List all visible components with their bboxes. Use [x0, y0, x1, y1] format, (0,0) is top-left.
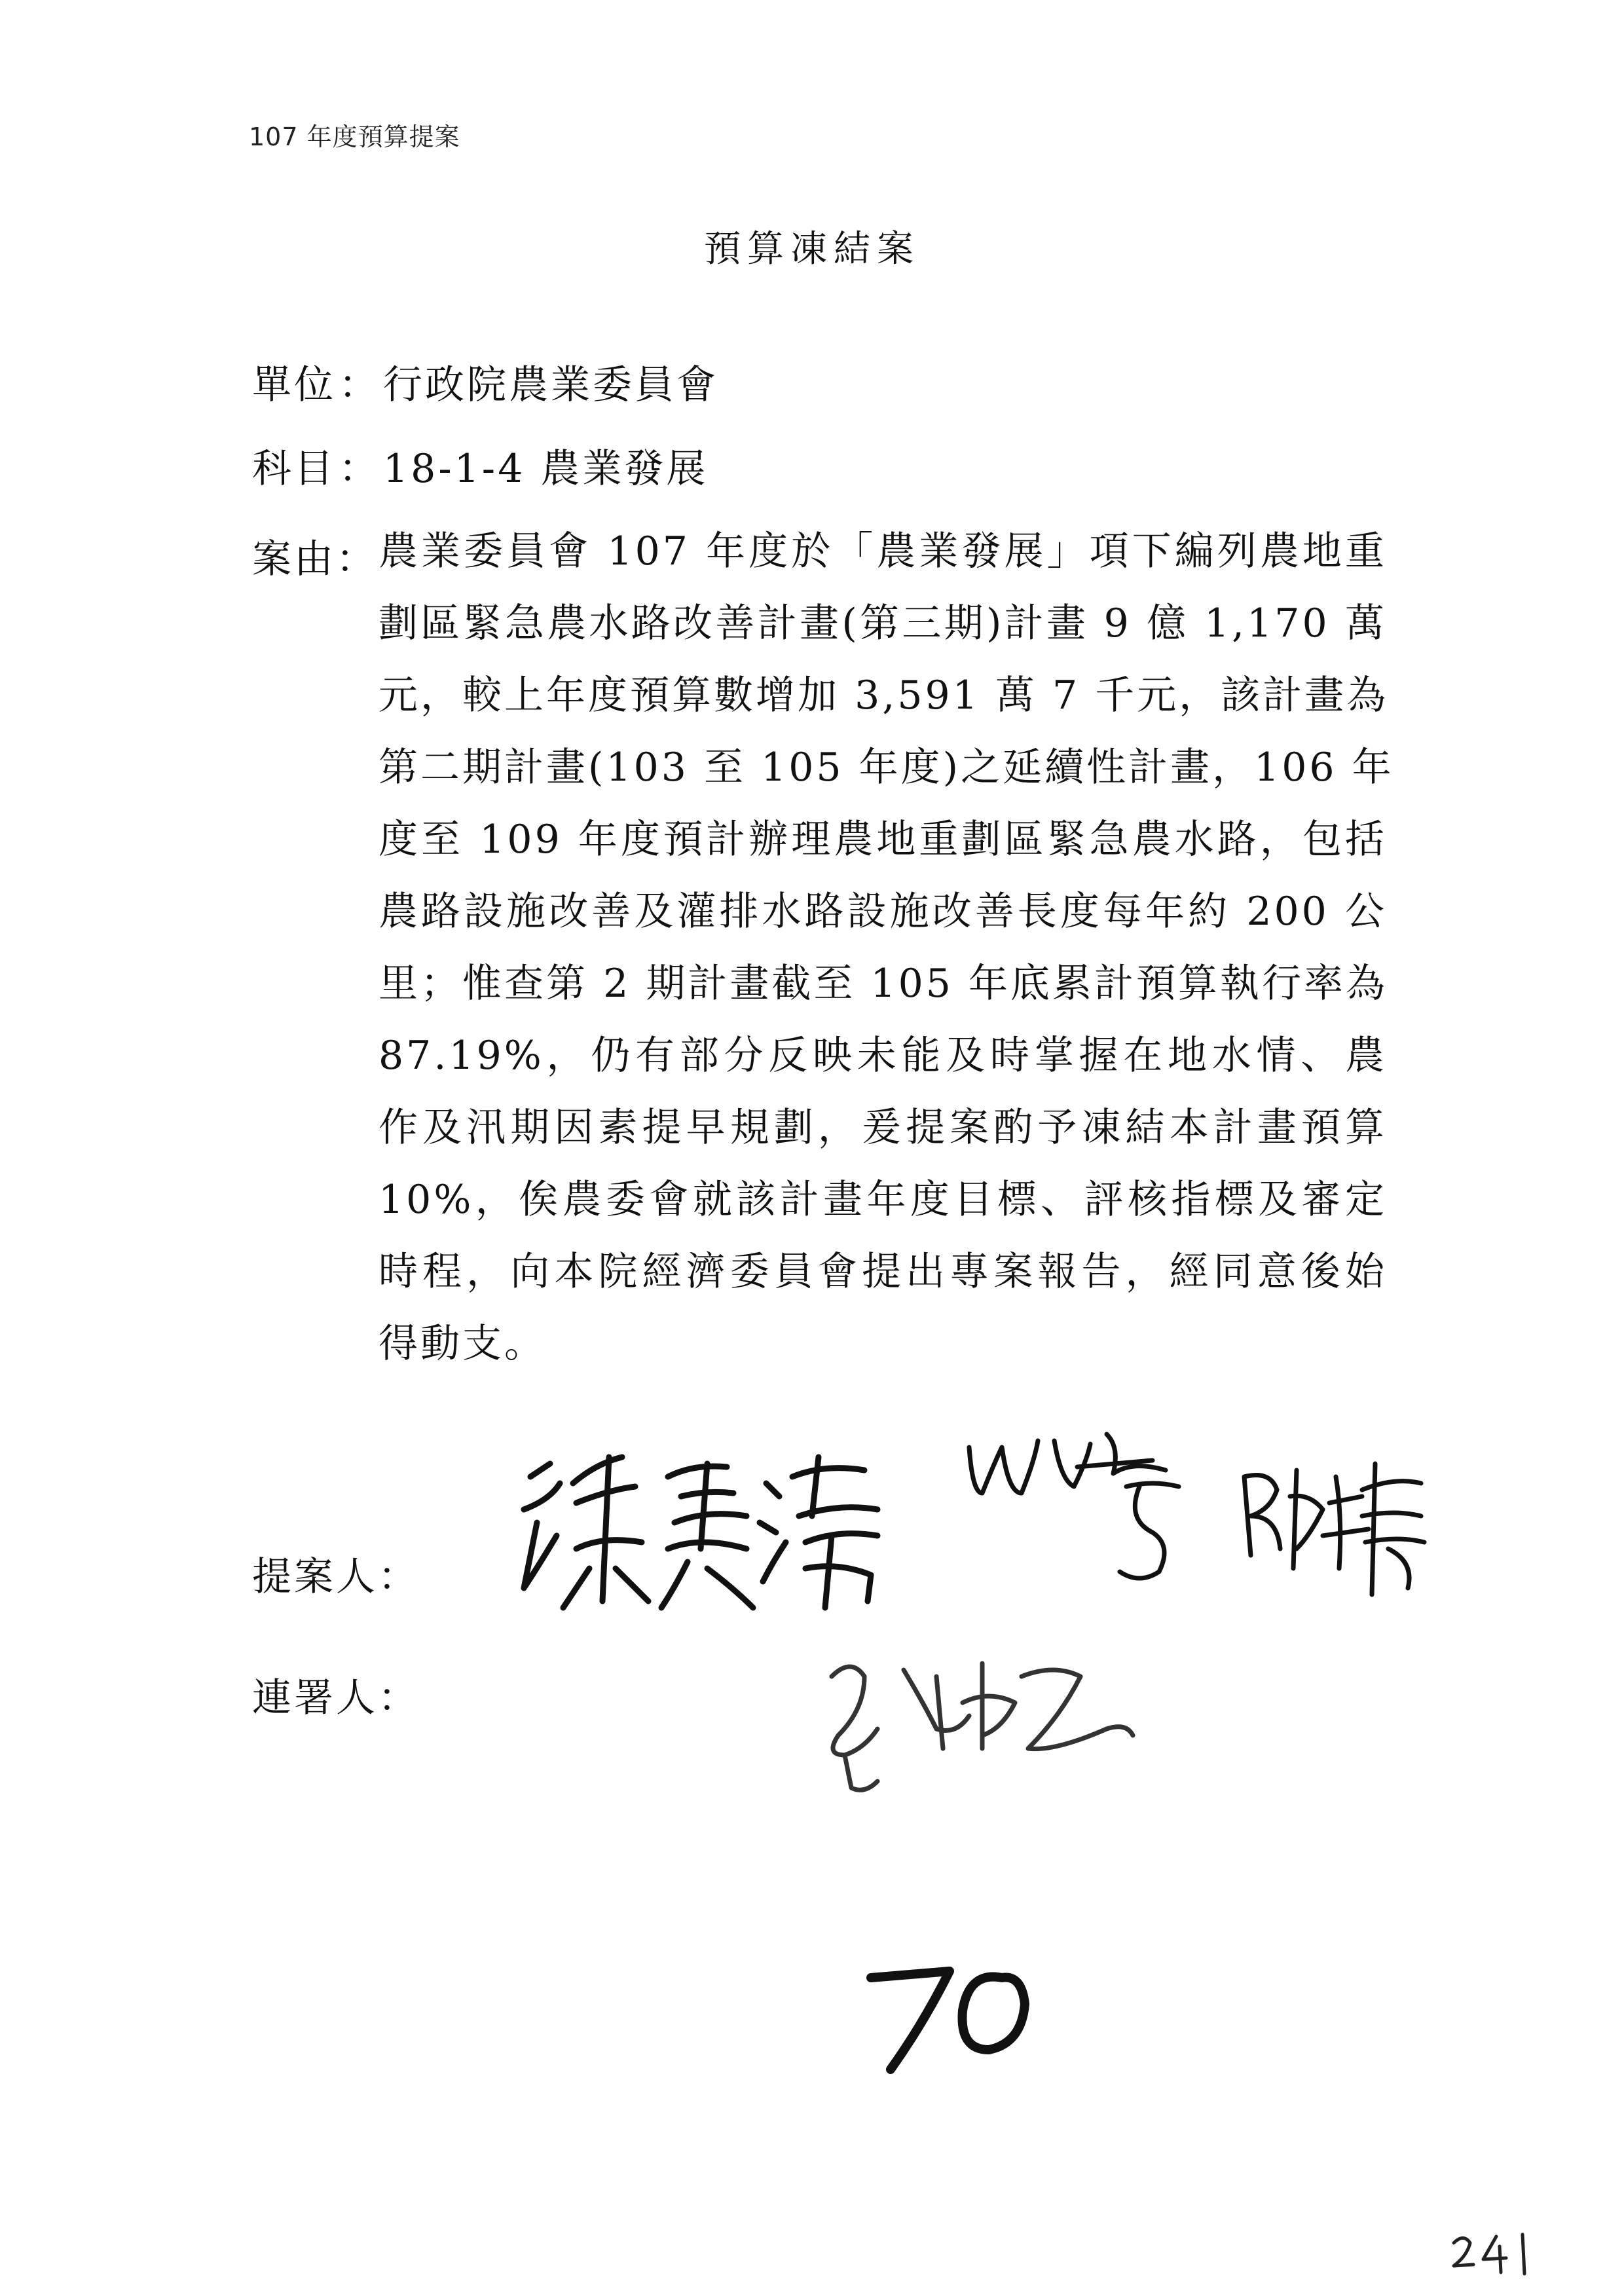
handwritten-number [851, 1938, 1048, 2096]
reason-label: 案由 [252, 536, 336, 582]
reason-line: 10%，俟農委會就該計畫年度目標、評核指標及審定 [378, 1177, 1387, 1223]
unit-colon: ： [339, 362, 380, 408]
subject-value: 18-1-4 農業發展 [383, 446, 709, 492]
signature-scribble [1231, 1451, 1441, 1608]
unit-value: 行政院農業委員會 [383, 362, 718, 408]
signature-scribble [956, 1421, 1205, 1591]
proposer-label: 提案人： [252, 1554, 420, 1600]
proposer-signature [1231, 1451, 1441, 1608]
header-label: 107 年度預算提案 [249, 122, 460, 151]
subject-row [252, 437, 708, 494]
cosigner-signature [805, 1637, 1146, 1807]
reason-label-row [252, 528, 378, 584]
cosigner-label: 連署人： [252, 1675, 420, 1721]
reason-line: 時程，向本院經濟委員會提出專案報告，經同意後始 [378, 1249, 1387, 1295]
unit-label: 單位 [252, 362, 336, 408]
proposer-signature [956, 1421, 1205, 1591]
handwritten-number-drawing [851, 1938, 1048, 2096]
subject-colon: ： [339, 446, 380, 492]
reason-colon: ： [336, 536, 378, 582]
document-title: 預算凍結案 [704, 228, 920, 270]
reason-line: 農路設施改善及灌排水路設施改善長度每年約 200 公 [378, 889, 1387, 935]
reason-line: 作及汛期因素提早規劃，爰提案酌予凍結本計畫預算 [378, 1105, 1387, 1151]
reason-line: 劃區緊急農水路改善計畫(第三期)計畫 9 億 1,170 萬 [378, 601, 1387, 646]
reason-line: 87.19%，仍有部分反映未能及時掌握在地水情、農 [378, 1033, 1387, 1079]
reason-line: 里；惟查第 2 期計畫截至 105 年底累計預算執行率為 [378, 961, 1388, 1007]
handwritten-page-number [1447, 2227, 1552, 2279]
reason-line: 度至 109 年度預計辦理農地重劃區緊急農水路，包括 [378, 817, 1387, 862]
reason-line: 第二期計畫(103 至 105 年度)之延續性計畫，106 年 [378, 745, 1394, 790]
reason-line: 農業委員會 107 年度於「農業發展」項下編列農地重 [378, 528, 1387, 574]
unit-row [252, 354, 718, 410]
signature-scribble [511, 1437, 930, 1621]
reason-text [378, 528, 1394, 1392]
reason-line: 元，較上年度預算數增加 3,591 萬 7 千元，該計畫為 [378, 673, 1389, 718]
page-number-drawing [1447, 2227, 1552, 2279]
proposer-signature [511, 1437, 930, 1621]
signature-scribble [805, 1637, 1146, 1807]
subject-label: 科目 [252, 446, 336, 492]
reason-line: 得動支。 [378, 1321, 546, 1367]
